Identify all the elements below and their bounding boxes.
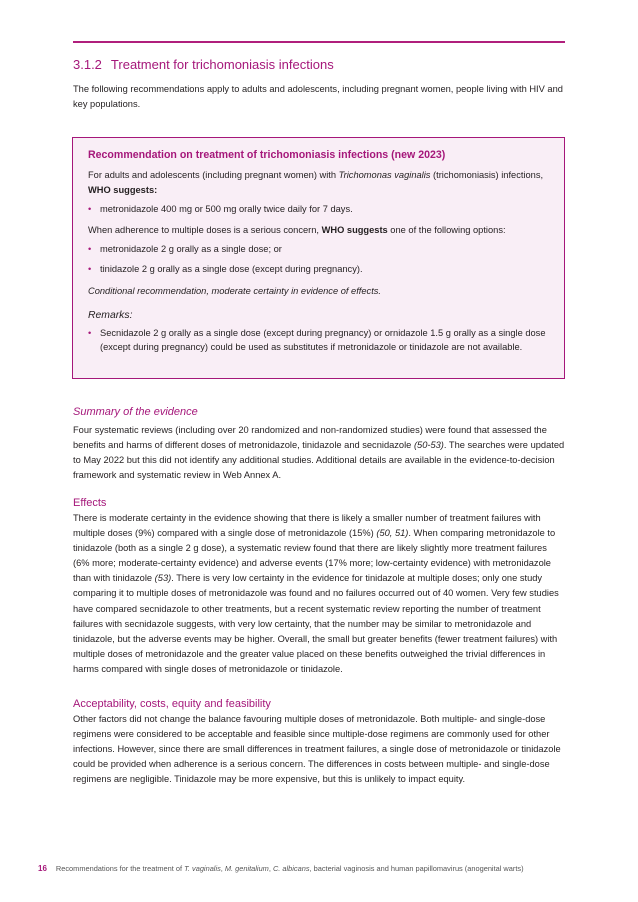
section-heading (73, 57, 334, 72)
recommendation-bullet: • metronidazole 400 mg or 500 mg orally twice daily for 7 days. (88, 202, 546, 217)
intro-paragraph: The following recommendations apply to adults and adolescents, including pregnant women, people living with HIV and key populations. (73, 84, 563, 109)
effects-title: Effects (73, 497, 107, 509)
recommendation-title: Recommendation on treatment of trichomoniasis infections (new 2023) (88, 149, 446, 161)
who-suggests: WHO suggests: (88, 184, 158, 195)
recommendation-lead: For adults and adolescents (including pregnant women) with Trichomonas vaginalis (trichomoniasis) infections, WHO suggests: (88, 170, 544, 195)
acceptability-section (73, 698, 565, 787)
conditional-statement: Conditional recommendation, moderate certainty in evidence of effects. (88, 286, 382, 296)
top-divider (73, 41, 565, 43)
organism-name: Trichomonas vaginalis (338, 170, 431, 180)
acceptability-title: Acceptability, costs, equity and feasibility (73, 698, 271, 710)
remark-item: • Secnidazole 2 g orally as a single dose (except during pregnancy) or ornidazole 1.5 g orally as a single dose (except during pregnancy) could be used as substitutes if metronidazole or tinidazole are not available. (88, 326, 546, 355)
evidence-section (73, 406, 565, 483)
effects-paragraph: There is moderate certainty in the evidence showing that there is likely a smaller number of treatment failures with multiple doses (9%) compared with a single dose of metronidazole (15%) (50, 51). When comparing metronidazole to tinidazole (both as a single 2 g dose), a systematic review found that there are likely slightly more treatment failures (6% more; moderate-certainty evidence) and adverse events (17% more; low-certainty evidence) with metronidazole than with tinidazole (53). There is very low certainty in the evidence for tinidazole at multiple doses; only one study comparing it to multiple doses of metronidazole was found and no failures occurred out of 40 women. Very few studies have compared secnidazole to other treatments, but a recent systematic review reporting the number of treatment failures with secnidazole suggests, with very low certainty, that the number may be similar to metronidazole and tinidazole, but the adverse events may be higher. Overall, the small but greater benefits (fewer treatment failures) with multiple doses of metronidazole and the greater value placed on these benefits outweighed the trivial differences in harms compared with single doses of metronidazole or tinidazole. (73, 513, 559, 674)
citation: (53) (154, 573, 172, 584)
section-number: 3.1.2 (73, 57, 102, 72)
evidence-paragraph: Four systematic reviews (including over 20 randomized and non-randomized studies) were found that assessed the benefits and harms of different doses of metronidazole, tinidazole and secnidazole (50-53). The searches were updated to May 2022 but this did not identify any additional studies. Additional details are available in the evidence-to-decision framework and systematic review in Web Annex A. (73, 425, 565, 481)
remarks-title: Remarks: (88, 309, 133, 321)
citation: (50-53) (413, 440, 444, 451)
option-item: • metronidazole 2 g orally as a single dose; or (88, 242, 546, 257)
recommendation-box (72, 137, 565, 379)
effects-section (73, 497, 565, 677)
acceptability-paragraph: Other factors did not change the balance favouring multiple doses of metronidazole. Both multiple- and single-dose regimens were considered to be acceptable and feasible since multiple-dose regimens are commonly used for other infections. However, since there are small differences in treatment failures, a single dose of metronidazole or tinidazole could be provided when adherence is a serious concern. The differences in costs between multiple- and single-dose regimens are negligible. Tinidazole may be more expensive, but this is unlikely to impact equity. (73, 714, 561, 785)
who-suggests: WHO suggests (321, 224, 388, 235)
page-number: 16 (38, 864, 47, 873)
citation: (50, 51) (376, 528, 409, 539)
section-title: Treatment for trichomoniasis infections (110, 57, 334, 72)
evidence-title: Summary of the evidence (73, 406, 198, 418)
option-item: • tinidazole 2 g orally as a single dose (except during pregnancy). (88, 262, 546, 277)
adherence-text: When adherence to multiple doses is a serious concern, WHO suggests one of the following options: (88, 224, 506, 235)
page-footer: 16 Recommendations for the treatment of T. vaginalis, M. genitalium, C. albicans, bacterial vaginosis and human papillomavirus (anogenital warts) (38, 864, 524, 873)
